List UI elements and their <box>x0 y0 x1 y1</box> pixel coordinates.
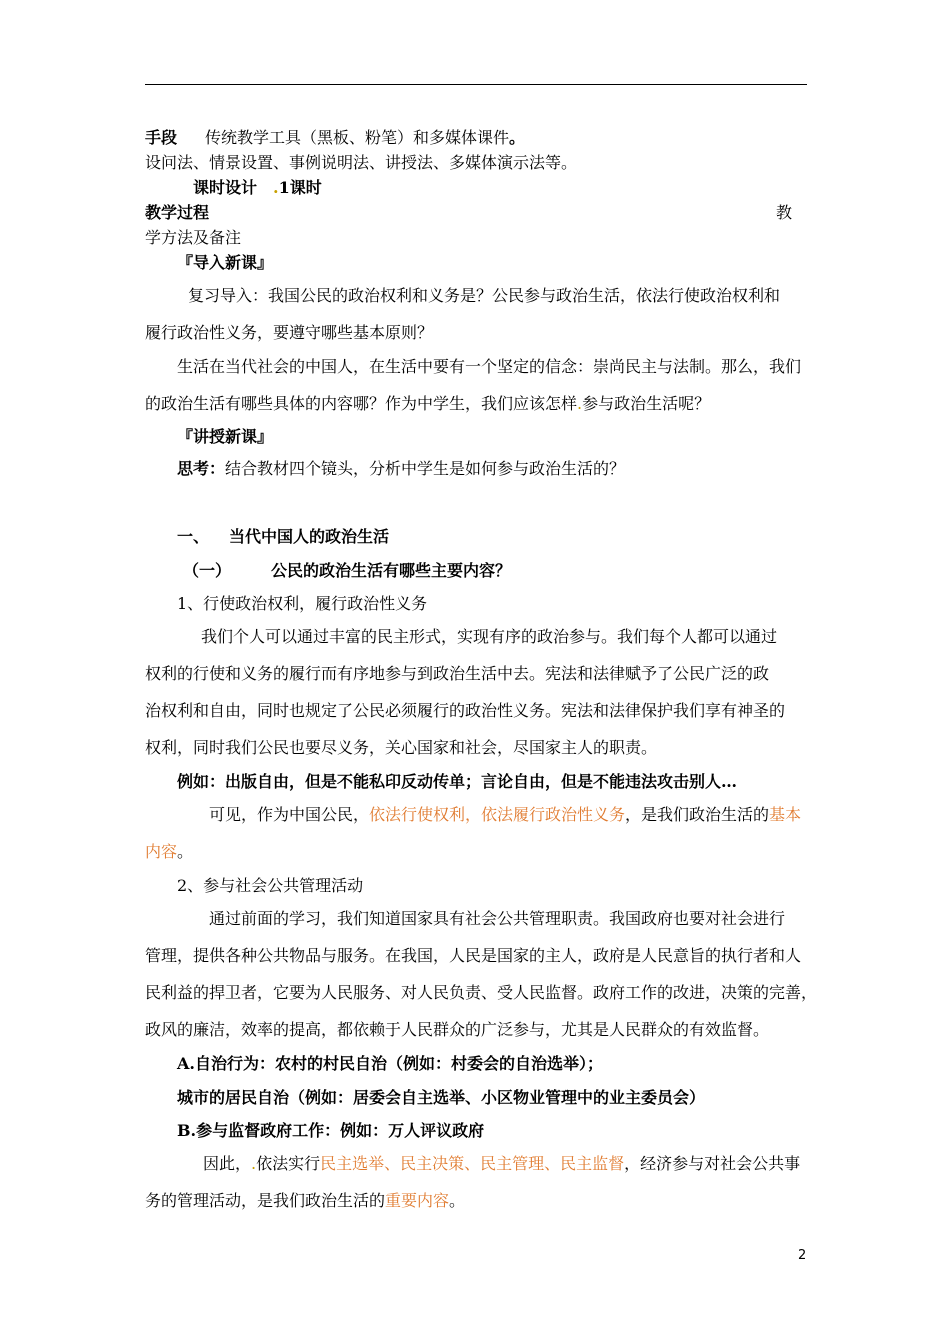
label-means: 手段 <box>145 128 178 147</box>
para-item-2-cont: 政风的廉洁，效率的提高，都依赖于人民群众的广泛参与，尤其是人民群众的有效监督。 <box>145 1020 770 1039</box>
heading-text: 当代中国人的政治生活 <box>229 527 390 546</box>
header-rule <box>145 84 807 85</box>
heading-number: 一、 <box>177 527 210 546</box>
means-text: 传统教学工具（黑板、粉笔）和多媒体课件 <box>205 128 510 147</box>
highlight-text: 民主选举、民主决策、民主管理、民主监督 <box>320 1154 625 1173</box>
page-number: 2 <box>798 1248 807 1263</box>
highlight-text: 基本 <box>769 805 802 824</box>
mark-dot: . <box>273 178 279 197</box>
para-item-1-cont: 治权利和自由，同时也规定了公民必须履行的政治性义务。宪法和法律保护我们享有神圣的 <box>145 701 786 720</box>
para-text: 。 <box>449 1191 466 1210</box>
para-text: 参与政治生活呢？ <box>582 394 711 413</box>
para-text: 可见，作为中国公民， <box>209 805 370 824</box>
label-think: 思考： <box>177 459 226 478</box>
para-item-1-cont: 权利，同时我们公民也要尽义务，关心国家和社会，尽国家主人的职责。 <box>145 738 658 757</box>
label-column-right: 教 <box>776 203 793 222</box>
example-a-cont: 城市的居民自治（例如：居委会自主选举、小区物业管理中的业主委员会） <box>177 1088 706 1107</box>
conclusion-1-cont <box>145 842 193 862</box>
para-item-2: 通过前面的学习，我们知道国家具有社会公共管理职责。我国政府也要对社会进行 <box>209 909 786 928</box>
label-lesson-design: 课时设计 <box>193 178 258 197</box>
para-item-2-cont: 民利益的捍卫者，它要为人民服务、对人民负责、受人民监督。政府工作的改进，决策的完善， <box>145 983 818 1002</box>
para-text: 依法实行 <box>256 1154 321 1173</box>
para-text: ，是我们政治生活的 <box>625 805 770 824</box>
highlight-text: 重要内容 <box>385 1191 450 1210</box>
section-teach-heading: 『讲授新课』 <box>177 427 274 446</box>
para-item-1: 我们个人可以通过丰富的民主形式，实现有序的政治参与。我们每个人都可以通过 <box>201 627 778 646</box>
mark-dot: . <box>251 1154 257 1173</box>
conclusion-2-cont <box>145 1191 465 1211</box>
para-item-1-cont: 权利的行使和义务的履行而有序地参与到政治生活中去。宪法和法律赋予了公民广泛的政 <box>145 664 770 683</box>
line-teaching-means <box>145 128 525 148</box>
para-item-2-cont: 管理，提供各种公共物品与服务。在我国，人民是国家的主人，政府是人民意旨的执行者和人 <box>145 946 802 965</box>
label-teaching-process: 教学过程 <box>145 203 210 222</box>
para-text: 务的管理活动，是我们政治生活的 <box>145 1191 386 1210</box>
para-intro-2-cont <box>145 394 710 414</box>
item-2-title: 2、参与社会公共管理活动 <box>177 876 364 895</box>
heading-number: （一） <box>183 561 232 580</box>
item-1-title: 1、行使政治权利，履行政治性义务 <box>177 594 428 613</box>
para-intro-1-cont: 履行政治性义务，要遵守哪些基本原则？ <box>145 323 434 342</box>
highlight-text: 依法行使权利，依法履行政治性义务 <box>369 805 626 824</box>
para-text: 。 <box>177 842 194 861</box>
heading-part-1 <box>177 527 389 547</box>
para-intro-1: 复习导入：我国公民的政治权利和义务是？公民参与政治生活，依法行使政治权利和 <box>188 286 781 305</box>
para-intro-2: 生活在当代社会的中国人，在生活中要有一个坚定的信念：崇尚民主与法制。那么，我们 <box>177 357 802 376</box>
example-b: B.参与监督政府工作：例如：万人评议政府 <box>177 1121 485 1140</box>
means-period: 。 <box>509 128 526 147</box>
section-intro-heading: 『导入新课』 <box>177 253 274 272</box>
think-line <box>177 459 625 479</box>
example-line-1: 例如：出版自由，但是不能私印反动传单；言论自由，但是不能违法攻击别人… <box>177 772 738 791</box>
line-lesson-design <box>193 178 322 198</box>
lesson-count: 1课时 <box>278 178 322 197</box>
para-text: 的政治生活有哪些具体的内容哪？作为中学生，我们应该怎样 <box>145 394 578 413</box>
label-column-continued: 学方法及备注 <box>145 228 242 247</box>
para-text: 因此， <box>203 1154 252 1173</box>
think-text: 结合教材四个镜头，分析中学生是如何参与政治生活的？ <box>225 459 626 478</box>
heading-text: 公民的政治生活有哪些主要内容？ <box>271 561 512 580</box>
heading-sub-1 <box>183 561 511 581</box>
highlight-text: 内容 <box>145 842 178 861</box>
conclusion-2 <box>203 1154 800 1174</box>
mark-dot: . <box>577 394 583 413</box>
para-text: ，经济参与对社会公共事 <box>624 1154 801 1173</box>
conclusion-1 <box>209 805 801 825</box>
example-a: A.自治行为：农村的村民自治（例如：村委会的自治选举）； <box>177 1054 603 1073</box>
line-methods: 设问法、情景设置、事例说明法、讲授法、多媒体演示法等。 <box>145 153 578 172</box>
